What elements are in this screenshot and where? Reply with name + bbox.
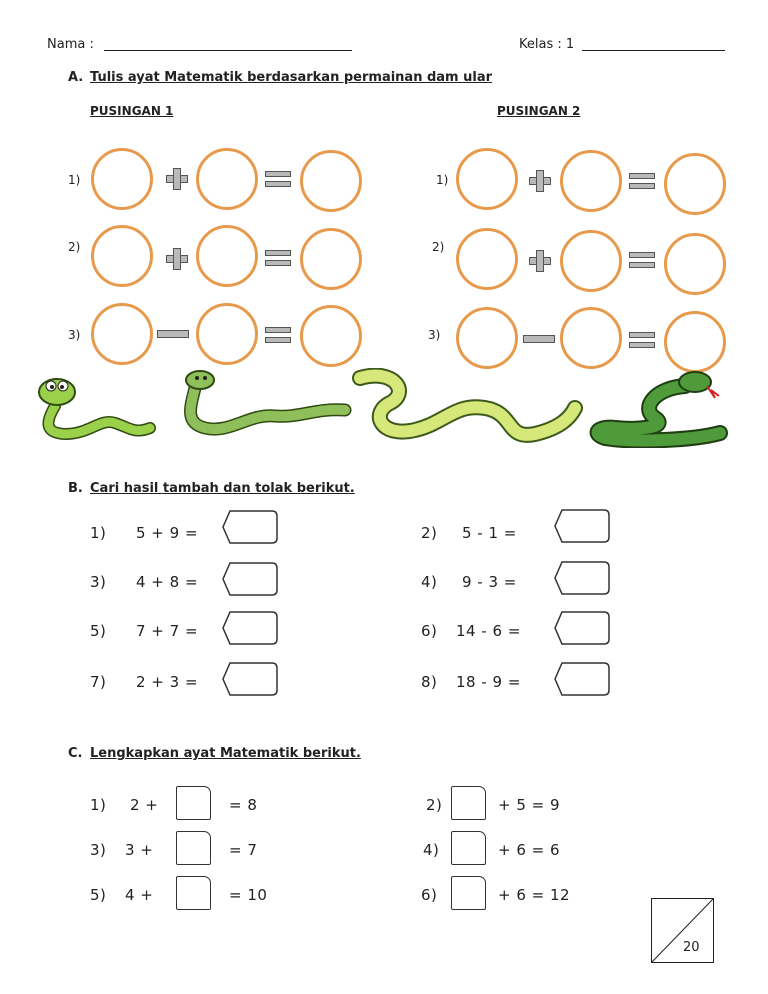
answer-circle[interactable] <box>196 303 258 365</box>
snakes-illustration <box>15 368 730 448</box>
plus-sign <box>166 168 188 190</box>
answer-box[interactable] <box>554 509 610 543</box>
answer-box[interactable] <box>222 662 278 696</box>
equals-sign <box>629 173 655 189</box>
round-2-row-3-label: 3) <box>428 328 441 342</box>
question-expression: 2 + 3 = <box>136 673 199 691</box>
answer-box[interactable] <box>554 662 610 696</box>
question-expression: 4 + 8 = <box>136 573 199 591</box>
answer-circle[interactable] <box>664 311 726 373</box>
round-2-row-2-label: 2) <box>432 240 445 254</box>
answer-circle[interactable] <box>664 233 726 295</box>
section-c-letter: C. <box>68 746 83 761</box>
question-expression: 9 - 3 = <box>462 573 517 591</box>
question-right: + 5 = 9 <box>498 796 561 814</box>
name-line[interactable] <box>104 50 352 51</box>
round-1-row-1-label: 1) <box>68 173 81 187</box>
equals-sign <box>629 252 655 268</box>
answer-circle[interactable] <box>664 153 726 215</box>
equals-sign <box>265 171 291 187</box>
question-label: 1) <box>90 796 107 814</box>
round-1-row-2-label: 2) <box>68 240 81 254</box>
section-c-title: Lengkapkan ayat Matematik berikut. <box>90 746 361 761</box>
answer-box[interactable] <box>176 786 211 820</box>
equals-sign <box>265 327 291 343</box>
answer-circle[interactable] <box>91 225 153 287</box>
question-label: 8) <box>421 673 438 691</box>
minus-sign <box>523 335 555 343</box>
section-b-title: Cari hasil tambah dan tolak berikut. <box>90 481 355 496</box>
answer-box[interactable] <box>222 611 278 645</box>
answer-box[interactable] <box>451 831 486 865</box>
equals-sign <box>265 250 291 266</box>
plus-sign <box>529 250 551 272</box>
answer-circle[interactable] <box>456 148 518 210</box>
round-2-row-1-label: 1) <box>436 173 449 187</box>
answer-box[interactable] <box>176 831 211 865</box>
snake-icon <box>598 372 720 440</box>
round-1-row-3-label: 3) <box>68 328 81 342</box>
answer-circle[interactable] <box>300 305 362 367</box>
snake-icon <box>186 371 345 429</box>
answer-box[interactable] <box>222 562 278 596</box>
question-label: 2) <box>421 524 438 542</box>
question-expression: 5 + 9 = <box>136 524 199 542</box>
answer-box[interactable] <box>176 876 211 910</box>
answer-box[interactable] <box>554 561 610 595</box>
score-total: 20 <box>683 940 700 955</box>
answer-circle[interactable] <box>91 303 153 365</box>
snake-icon <box>39 379 150 434</box>
equals-sign <box>629 332 655 348</box>
snake-icon <box>360 376 575 435</box>
answer-circle[interactable] <box>456 228 518 290</box>
section-a-letter: A. <box>68 70 84 85</box>
question-label: 5) <box>90 886 107 904</box>
answer-box[interactable] <box>222 510 278 544</box>
class-line[interactable] <box>582 50 725 51</box>
section-b-letter: B. <box>68 481 83 496</box>
answer-circle[interactable] <box>300 228 362 290</box>
question-label: 6) <box>421 622 438 640</box>
question-right: = 8 <box>229 796 258 814</box>
class-label: Kelas : 1 <box>519 37 575 52</box>
question-right: = 7 <box>229 841 258 859</box>
answer-box[interactable] <box>451 876 486 910</box>
question-right: = 10 <box>229 886 268 904</box>
question-label: 3) <box>90 573 107 591</box>
question-label: 7) <box>90 673 107 691</box>
name-label: Nama : <box>47 37 94 52</box>
question-expression: 7 + 7 = <box>136 622 199 640</box>
question-expression: 14 - 6 = <box>456 622 521 640</box>
plus-sign <box>529 170 551 192</box>
answer-circle[interactable] <box>196 148 258 210</box>
question-label: 3) <box>90 841 107 859</box>
round-2-label: PUSINGAN 2 <box>497 104 581 118</box>
answer-circle[interactable] <box>560 307 622 369</box>
round-1-label: PUSINGAN 1 <box>90 104 174 118</box>
section-a-title: Tulis ayat Matematik berdasarkan permainan dam ular <box>90 70 493 85</box>
answer-circle[interactable] <box>560 230 622 292</box>
plus-sign <box>166 248 188 270</box>
answer-circle[interactable] <box>300 150 362 212</box>
answer-circle[interactable] <box>560 150 622 212</box>
question-right: + 6 = 12 <box>498 886 571 904</box>
question-label: 6) <box>421 886 438 904</box>
question-right: + 6 = 6 <box>498 841 561 859</box>
question-expression: 5 - 1 = <box>462 524 517 542</box>
answer-circle[interactable] <box>91 148 153 210</box>
question-expression: 18 - 9 = <box>456 673 521 691</box>
question-left: 3 + <box>125 841 154 859</box>
answer-circle[interactable] <box>196 225 258 287</box>
question-label: 5) <box>90 622 107 640</box>
answer-box[interactable] <box>451 786 486 820</box>
answer-box[interactable] <box>554 611 610 645</box>
question-left: 2 + <box>130 796 159 814</box>
question-label: 2) <box>426 796 443 814</box>
question-label: 4) <box>423 841 440 859</box>
question-label: 4) <box>421 573 438 591</box>
answer-circle[interactable] <box>456 307 518 369</box>
question-left: 4 + <box>125 886 154 904</box>
minus-sign <box>157 330 189 338</box>
question-label: 1) <box>90 524 107 542</box>
